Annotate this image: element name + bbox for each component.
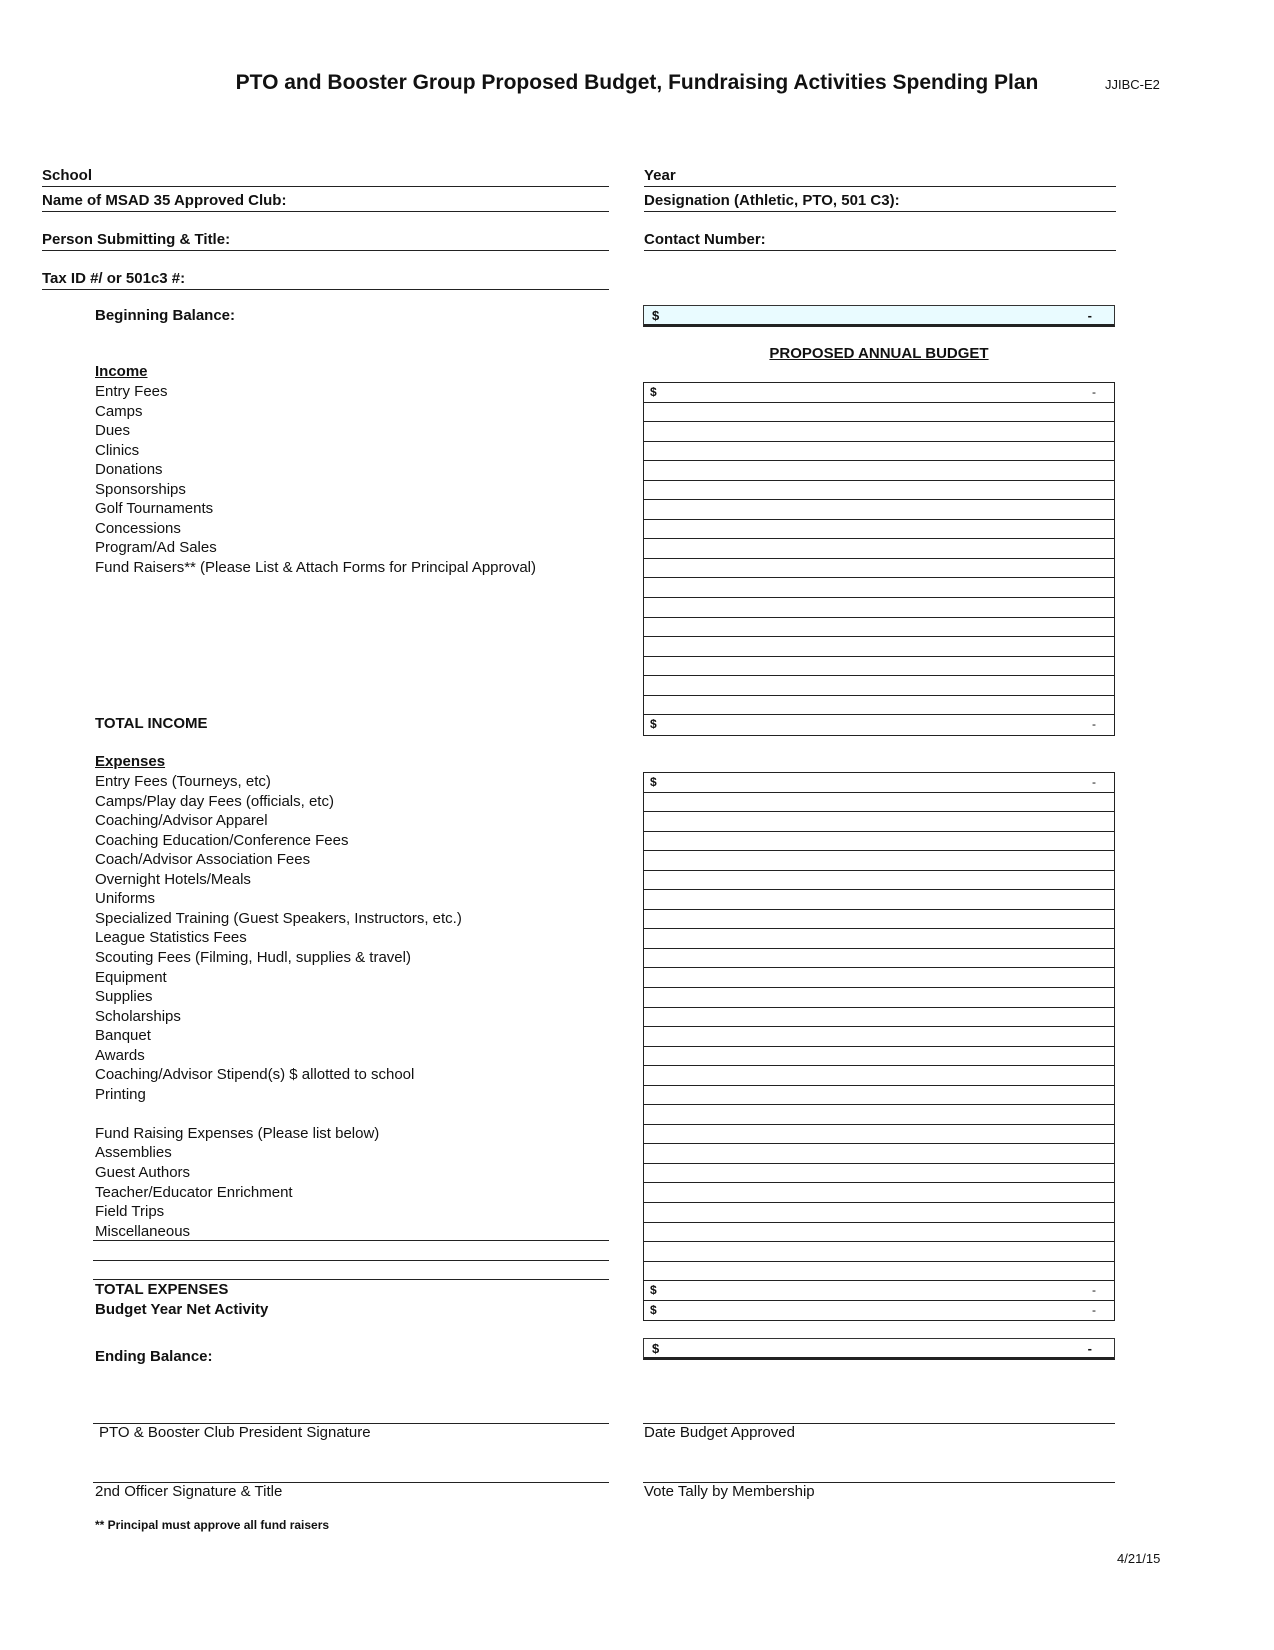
expense-item: Miscellaneous [95, 1222, 191, 1240]
expense-item: Coaching Education/Conference Fees [95, 831, 349, 849]
date-approved-label: Date Budget Approved [644, 1424, 795, 1441]
total-income-label: TOTAL INCOME [95, 715, 208, 733]
income-row[interactable] [644, 520, 1114, 540]
expense-item: Scouting Fees (Filming, Hudl, supplies & travel) [95, 948, 411, 966]
expense-item: Assemblies [95, 1144, 172, 1162]
income-row[interactable] [644, 442, 1114, 462]
expense-item: Coaching/Advisor Apparel [95, 812, 268, 830]
income-row[interactable] [644, 676, 1114, 696]
income-item: Clinics [95, 441, 140, 459]
expense-row[interactable] [644, 1164, 1114, 1184]
income-row[interactable] [644, 539, 1114, 559]
beginning-balance-label: Beginning Balance: [95, 307, 236, 324]
income-item: Donations [95, 461, 163, 479]
expense-item: Overnight Hotels/Meals [95, 870, 251, 888]
expense-row[interactable] [644, 929, 1114, 949]
write-in-line[interactable] [93, 1260, 609, 1261]
budget-heading: PROPOSED ANNUAL BUDGET [769, 345, 989, 362]
ending-balance-label: Ending Balance: [95, 1348, 213, 1365]
ending-balance-box[interactable] [643, 1338, 1115, 1360]
expense-row[interactable] [644, 773, 1114, 793]
expense-item: Coach/Advisor Association Fees [95, 851, 311, 869]
income-row[interactable] [644, 657, 1114, 677]
expense-row[interactable] [644, 1008, 1114, 1028]
beginning-balance-value: - [1087, 308, 1092, 323]
income-row[interactable] [644, 715, 1114, 735]
expense-row[interactable] [644, 1301, 1114, 1321]
amount-value: - [1092, 775, 1096, 789]
expense-item: Supplies [95, 988, 153, 1006]
expense-row[interactable] [644, 812, 1114, 832]
income-row[interactable] [644, 618, 1114, 638]
income-item: Camps [95, 402, 143, 420]
currency-symbol: $ [652, 1341, 660, 1356]
expense-item: Banquet [95, 1027, 151, 1045]
second-officer-label: 2nd Officer Signature & Title [95, 1483, 283, 1500]
currency-symbol: $ [650, 775, 657, 789]
expense-row[interactable] [644, 968, 1114, 988]
income-row[interactable] [644, 559, 1114, 579]
year-field[interactable]: Year [644, 166, 1116, 187]
amount-value: - [1092, 385, 1096, 399]
income-row[interactable] [644, 696, 1114, 716]
expense-row[interactable] [644, 1223, 1114, 1243]
expense-row[interactable] [644, 1105, 1114, 1125]
club-name-field[interactable]: Name of MSAD 35 Approved Club: [42, 191, 609, 212]
expense-item: Awards [95, 1046, 145, 1064]
income-row[interactable] [644, 383, 1114, 403]
expense-item: Scholarships [95, 1007, 181, 1025]
expense-item: Fund Raising Expenses (Please list below) [95, 1124, 380, 1142]
expense-item: Equipment [95, 968, 167, 986]
income-item: Sponsorships [95, 480, 186, 498]
expense-row[interactable] [644, 1203, 1114, 1223]
currency-symbol: $ [650, 1302, 657, 1317]
income-item: Entry Fees [95, 383, 168, 400]
expense-row[interactable] [644, 1262, 1114, 1282]
income-table [643, 382, 1115, 736]
expense-row[interactable] [644, 832, 1114, 852]
income-item: Concessions [95, 519, 181, 537]
expense-item: Coaching/Advisor Stipend(s) $ allotted to school [95, 1066, 415, 1084]
income-item: Dues [95, 422, 131, 440]
currency-symbol: $ [650, 385, 657, 399]
income-row[interactable] [644, 403, 1114, 423]
expense-item: Specialized Training (Guest Speakers, Instructors, etc.) [95, 909, 462, 927]
expense-row[interactable] [644, 1027, 1114, 1047]
expense-item: Field Trips [95, 1203, 165, 1221]
contact-number-field[interactable]: Contact Number: [644, 230, 1116, 251]
expense-row[interactable] [644, 988, 1114, 1008]
total-expenses-label: TOTAL EXPENSES [95, 1281, 229, 1299]
form-code: JJIBC-E2 [1105, 77, 1160, 92]
expense-row[interactable] [644, 1183, 1114, 1203]
expense-row[interactable] [644, 1144, 1114, 1164]
income-row[interactable] [644, 598, 1114, 618]
income-item: Golf Tournaments [95, 500, 214, 518]
income-row[interactable] [644, 500, 1114, 520]
expense-row[interactable] [644, 949, 1114, 969]
designation-field[interactable]: Designation (Athletic, PTO, 501 C3): [644, 191, 1116, 212]
expense-row[interactable] [644, 851, 1114, 871]
form-title: PTO and Booster Group Proposed Budget, Fundraising Activities Spending Plan [235, 71, 1039, 94]
net-activity-label: Budget Year Net Activity [95, 1300, 269, 1318]
expense-item: Uniforms [95, 890, 156, 908]
ending-balance-value: - [1087, 1341, 1092, 1356]
expense-table [643, 772, 1115, 1321]
expense-row[interactable] [644, 1125, 1114, 1145]
expense-item: Entry Fees (Tourneys, etc) [95, 773, 271, 790]
expenses-heading: Expenses [95, 753, 166, 771]
amount-value: - [1092, 1283, 1096, 1298]
income-row[interactable] [644, 461, 1114, 481]
expense-row[interactable] [644, 890, 1114, 910]
expense-item: Printing [95, 1085, 146, 1103]
footnote: ** Principal must approve all fund raisers [95, 1518, 330, 1532]
expense-item: Teacher/Educator Enrichment [95, 1183, 293, 1201]
amount-value: - [1092, 717, 1096, 732]
expense-row[interactable] [644, 1242, 1114, 1262]
expense-row[interactable] [644, 1086, 1114, 1106]
income-heading: Income [95, 363, 148, 381]
beginning-balance-box[interactable] [643, 305, 1115, 327]
expense-row[interactable] [644, 1281, 1114, 1301]
income-row[interactable] [644, 578, 1114, 598]
expense-row[interactable] [644, 1066, 1114, 1086]
currency-symbol: $ [652, 308, 660, 323]
vote-tally-label: Vote Tally by Membership [644, 1483, 815, 1500]
expense-row[interactable] [644, 871, 1114, 891]
income-item: Fund Raisers** (Please List & Attach Forms for Principal Approval) [95, 558, 537, 576]
expense-row[interactable] [644, 793, 1114, 813]
income-row[interactable] [644, 422, 1114, 442]
school-field[interactable]: School [42, 166, 609, 187]
expense-item: Camps/Play day Fees (officials, etc) [95, 792, 334, 810]
expense-row[interactable] [644, 1047, 1114, 1067]
income-row[interactable] [644, 481, 1114, 501]
expense-item: League Statistics Fees [95, 929, 247, 947]
currency-symbol: $ [650, 1283, 657, 1298]
amount-value: - [1092, 1302, 1096, 1317]
expense-row[interactable] [644, 910, 1114, 930]
expense-item: Guest Authors [95, 1164, 191, 1181]
revision-date: 4/21/15 [1117, 1551, 1161, 1566]
income-row[interactable] [644, 637, 1114, 657]
tax-id-field[interactable]: Tax ID #/ or 501c3 #: [42, 269, 609, 290]
income-item: Program/Ad Sales [95, 539, 217, 557]
currency-symbol: $ [650, 717, 657, 732]
write-in-line[interactable] [93, 1240, 609, 1241]
person-submitting-field[interactable]: Person Submitting & Title: [42, 230, 609, 251]
president-signature-label: PTO & Booster Club President Signature [99, 1424, 371, 1441]
